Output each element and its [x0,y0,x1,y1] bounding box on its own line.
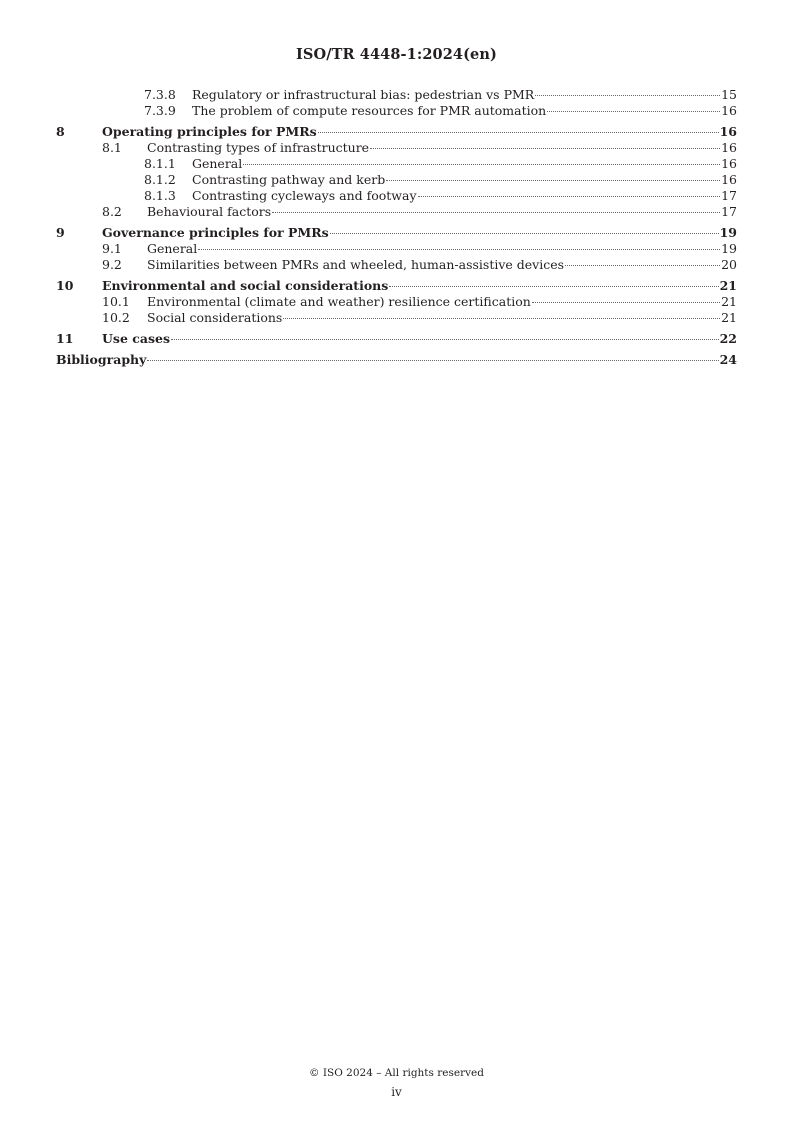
toc-entry[interactable] [56,156,737,172]
toc-entry[interactable] [56,294,737,310]
toc-entry-title: Governance principles for PMRs [102,225,329,240]
toc-entry-number: 10.1 [102,294,130,309]
toc-entry-title: General [192,156,243,171]
dot-leader [532,302,720,303]
dot-leader [272,212,720,213]
toc-entry[interactable] [56,257,737,273]
toc-entry-number: 8.1 [102,140,122,155]
toc-entry-number: 8.2 [102,204,122,219]
toc-entry-title: Environmental (climate and weather) resilience certification [147,294,531,309]
toc-entry-page: 16 [721,140,737,155]
dot-leader [389,286,718,287]
toc-entry-number: 8.1.1 [144,156,176,171]
toc-entry[interactable] [56,225,737,241]
toc-entry-bibliography[interactable] [56,352,737,368]
toc-entry-page: 21 [721,310,737,325]
footer-copyright: © ISO 2024 – All rights reserved [309,1067,484,1079]
document-header-title: ISO/TR 4448-1:2024(en) [296,46,497,63]
toc-entry-title: Use cases [102,331,170,346]
toc-entry[interactable] [56,124,737,140]
dot-leader [243,164,720,165]
toc-entry[interactable] [56,140,737,156]
dot-leader [370,148,720,149]
toc-entry-page: 21 [719,278,737,293]
toc-entry-title: Contrasting types of infrastructure [147,140,370,155]
toc-entry-title: Contrasting cycleways and footway [192,188,417,203]
toc-entry[interactable] [56,310,737,326]
toc-entry-number: 8.1.3 [144,188,176,203]
toc-entry-number: 7.3.9 [144,103,176,118]
toc-entry-title: The problem of compute resources for PMR automation [192,103,547,118]
toc-entry[interactable] [56,172,737,188]
toc-entry-number: 7.3.8 [144,87,176,102]
dot-leader [418,196,721,197]
toc-entry-number: 8.1.2 [144,172,176,187]
toc-entry-page: 16 [721,156,737,171]
footer-page-number: iv [391,1085,402,1099]
dot-leader [547,111,720,112]
dot-leader [171,339,719,340]
dot-leader [198,249,720,250]
toc-entry-page: 22 [719,331,737,346]
dot-leader [283,318,720,319]
toc-entry-number: 9 [56,225,65,240]
toc-entry[interactable] [56,204,737,220]
toc-entry-page: 17 [721,204,737,219]
dot-leader [386,180,720,181]
toc-entry-page: 17 [721,188,737,203]
toc-entry-title: Operating principles for PMRs [102,124,317,139]
dot-leader [535,95,720,96]
toc-entry-number: 9.2 [102,257,122,272]
toc-entry-page: 19 [721,241,737,256]
toc-entry-page: 21 [721,294,737,309]
toc-entry-page: 20 [721,257,737,272]
toc-entry[interactable] [56,331,737,347]
toc-entry-page: 16 [721,172,737,187]
toc-entry-title: Social considerations [147,310,283,325]
toc-entry-title: General [147,241,198,256]
toc-entry-title: Similarities between PMRs and wheeled, human-assistive devices [147,257,565,272]
toc-entry-page: 15 [721,87,737,102]
toc-entry[interactable] [56,278,737,294]
dot-leader [565,265,720,266]
dot-leader [318,132,719,133]
toc-entry-title: Environmental and social considerations [102,278,389,293]
toc-entry-number: 11 [56,331,74,346]
toc-entry[interactable] [56,241,737,257]
toc-entry[interactable] [56,87,737,103]
toc-entry-page: 19 [719,225,737,240]
dot-leader [330,233,719,234]
toc-entry-page: 16 [719,124,737,139]
toc-entry-title: Behavioural factors [147,204,272,219]
toc-entry-number: 10.2 [102,310,130,325]
toc-entry-title: Contrasting pathway and kerb [192,172,386,187]
toc-entry-page: 24 [719,352,737,367]
toc-entry-title: Regulatory or infrastructural bias: pedestrian vs PMR [192,87,535,102]
dot-leader [147,360,718,361]
toc-entry-title: Bibliography [56,352,147,367]
toc-entry[interactable] [56,103,737,119]
toc-entry[interactable] [56,188,737,204]
toc-entry-number: 9.1 [102,241,122,256]
toc-entry-number: 8 [56,124,65,139]
toc-entry-number: 10 [56,278,74,293]
toc-entry-page: 16 [721,103,737,118]
table-of-contents [56,87,737,368]
